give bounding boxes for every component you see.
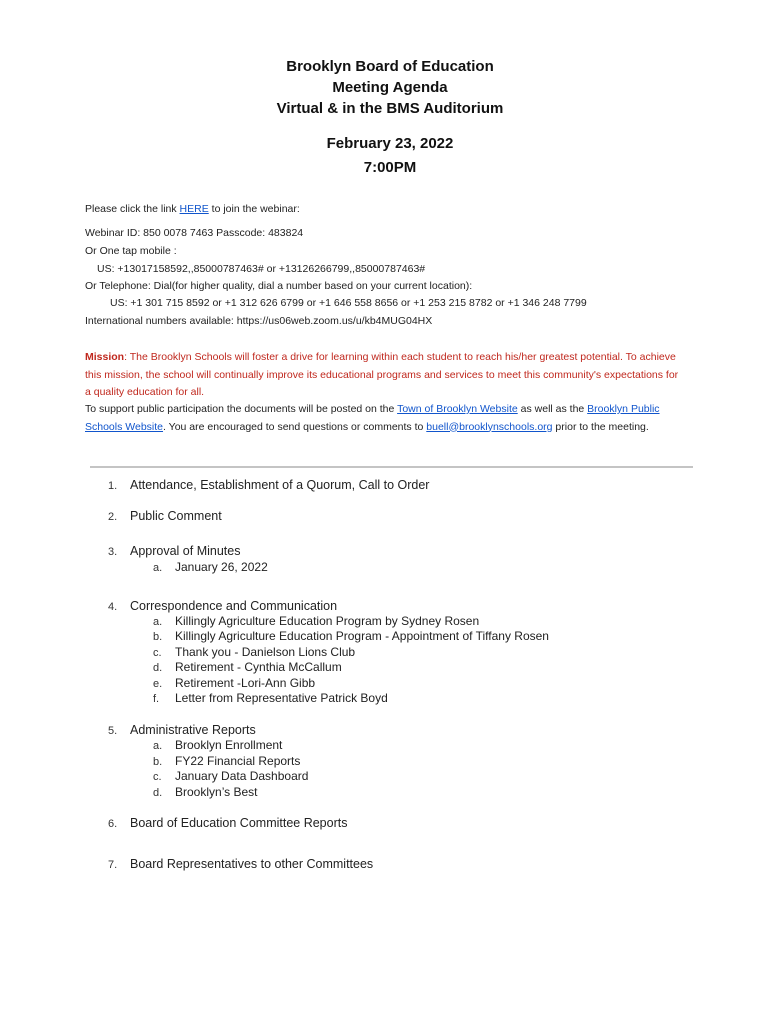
item-number: 2.	[108, 511, 118, 523]
agenda-item-correspondence: Correspondence and Communication	[130, 599, 338, 613]
reports-sub-item: FY22 Financial Reports	[175, 754, 301, 768]
sub-item-letter: e.	[153, 678, 163, 690]
webinar-id: Webinar ID: 850 0078 7463 Passcode: 483824	[85, 227, 304, 239]
sub-item-letter: b.	[153, 756, 163, 768]
correspondence-sub-item: Retirement -Lori-Ann Gibb	[175, 676, 316, 690]
mission-statement: Mission: The Brooklyn Schools will foster a drive for learning within each student to reach his/her greatest potential. To achieve this mission, the school will continually improve its educational programs and services to meet this community's expectations for a quality education for all.	[85, 351, 679, 398]
item-number: 4.	[108, 601, 118, 613]
sub-item-letter: c.	[153, 647, 162, 659]
meeting-date: February 23, 2022	[326, 135, 454, 152]
item-number: 7.	[108, 859, 118, 871]
email-link[interactable]: buell@brooklynschools.org	[426, 420, 553, 433]
correspondence-sub-item: Killingly Agriculture Education Program by Sydney Rosen	[175, 614, 480, 628]
minutes-sub-item: January 26, 2022	[175, 560, 268, 574]
agenda-item-administrative-reports: Administrative Reports	[130, 723, 256, 737]
agenda-heading: Meeting Agenda	[332, 79, 448, 96]
item-number: 5.	[108, 725, 118, 737]
location-heading: Virtual & in the BMS Auditorium	[276, 100, 504, 117]
agenda-item-board-representatives: Board Representatives to other Committees	[130, 857, 374, 871]
sub-item-letter: a.	[153, 740, 163, 752]
international-numbers: International numbers available: https://us06web.zoom.us/u/kb4MUG04HX	[85, 315, 433, 327]
sub-item-letter: a.	[153, 562, 163, 574]
item-number: 6.	[108, 818, 118, 830]
correspondence-sub-item: Killingly Agriculture Education Program - Appointment of Tiffany Rosen	[175, 629, 549, 643]
correspondence-sub-item: Thank you - Danielson Lions Club	[175, 645, 356, 659]
board-name-heading: Brooklyn Board of Education	[286, 58, 494, 75]
mission-label: Mission	[85, 351, 125, 363]
town-website-link[interactable]: Town of Brooklyn Website	[397, 403, 518, 415]
correspondence-sub-item: Retirement - Cynthia McCallum	[175, 660, 342, 674]
webinar-link-line: Please click the link HERE to join the webinar:	[85, 203, 300, 215]
agenda-item-approval-of-minutes: Approval of Minutes	[130, 544, 241, 558]
schools-website-link[interactable]: Brooklyn Public Schools Website	[85, 403, 660, 433]
agenda-item-attendance: Attendance, Establishment of a Quorum, Call to Order	[130, 478, 430, 492]
webinar-join-link[interactable]: HERE	[179, 203, 209, 215]
sub-item-letter: d.	[153, 787, 163, 799]
us-telephone-numbers: US: +1 301 715 8592 or +1 312 626 6799 or +1 646 558 8656 or +1 253 215 8782 or +1 346 248 7799	[110, 297, 587, 309]
reports-sub-item: Brooklyn Enrollment	[175, 738, 283, 752]
reports-sub-item: Brooklyn’s Best	[175, 785, 258, 799]
sub-item-letter: c.	[153, 771, 162, 783]
telephone-label: Or Telephone: Dial(for higher quality, dial a number based on your current location):	[85, 280, 473, 292]
meeting-time: 7:00PM	[363, 159, 417, 176]
section-divider	[90, 466, 693, 468]
reports-sub-item: January Data Dashboard	[175, 769, 309, 783]
sub-item-letter: f.	[153, 693, 160, 705]
agenda-item-committee-reports: Board of Education Committee Reports	[130, 816, 348, 830]
item-number: 1.	[108, 480, 118, 492]
item-number: 3.	[108, 546, 118, 558]
sub-item-letter: d.	[153, 662, 163, 674]
correspondence-sub-item: Letter from Representative Patrick Boyd	[175, 691, 388, 705]
sub-item-letter: a.	[153, 616, 163, 628]
us-one-tap-numbers: US: +13017158592,,85000787463# or +13126266799,,85000787463#	[97, 263, 426, 275]
one-tap-label: Or One tap mobile :	[85, 245, 177, 257]
sub-item-letter: b.	[153, 631, 163, 643]
public-participation-note: To support public participation the documents will be posted on the Town of Brooklyn Website as well as the Brooklyn Public Schools Website. You are encouraged to send questions or comments to buell@brooklynschools.org prior to the meeting.	[85, 403, 660, 433]
agenda-item-public-comment: Public Comment	[130, 509, 222, 523]
